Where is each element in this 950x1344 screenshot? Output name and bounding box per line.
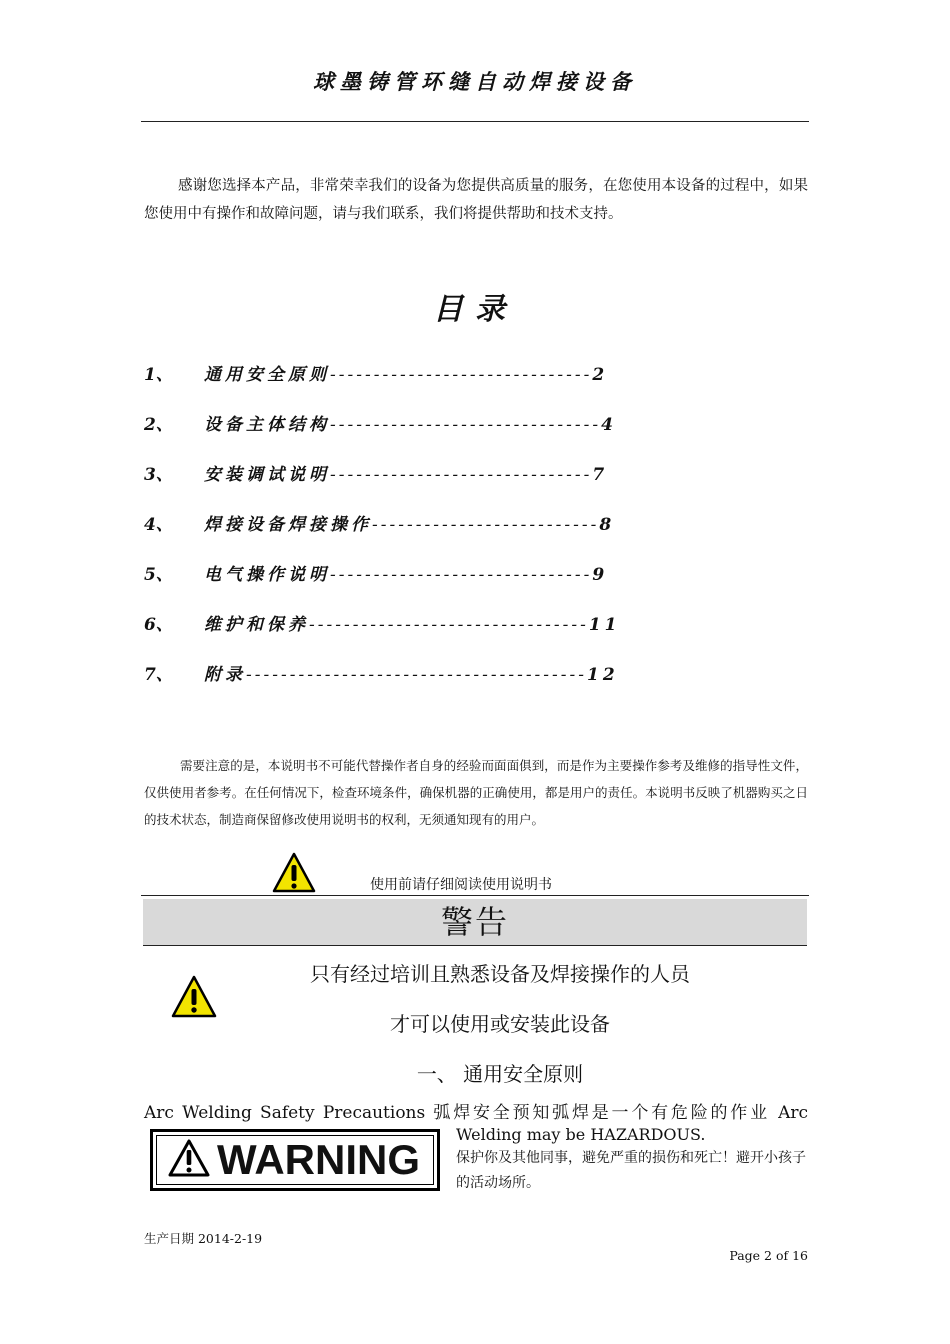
toc-item-label: 附录	[204, 665, 246, 685]
warning-top-rule	[141, 895, 809, 896]
toc-item-label: 安装调试说明	[204, 465, 330, 485]
warning-line-1: 只有经过培训且熟悉设备及焊接操作的人员	[310, 962, 690, 986]
toc-item-leader: --------------------------	[372, 515, 600, 535]
toc-item-entry	[204, 460, 608, 485]
toc-item-entry	[204, 510, 615, 535]
toc-item-label: 通用安全原则	[204, 365, 330, 385]
toc-item-leader: ------------------------------	[330, 465, 593, 485]
arc-safety-line: Arc Welding Safety Precautions 弧焊安全预知弧焊是一个有危险的作业 Arc	[144, 1103, 808, 1123]
footer-production-date: 生产日期 2014-2-19	[144, 1231, 263, 1246]
toc-item-leader: -------------------------------	[330, 415, 602, 435]
exclamation-triangle-icon	[167, 1138, 211, 1182]
toc-item-page: 12	[587, 665, 619, 685]
warning-badge	[150, 1129, 440, 1191]
toc-item-number: 5、	[144, 565, 173, 585]
toc-item-number: 3、	[144, 465, 173, 485]
toc-item-page: 7	[592, 465, 609, 485]
toc-item-number: 2、	[144, 415, 173, 435]
warning-line-2: 才可以使用或安装此设备	[390, 1012, 610, 1036]
toc-item-page: 4	[601, 415, 617, 435]
toc-item-leader: ------------------------------	[330, 365, 593, 385]
toc-item-leader: ------------------------------	[330, 565, 593, 585]
page-header-title: 球墨铸管环缝自动焊接设备	[313, 69, 637, 94]
toc-item-label: 焊接设备焊接操作	[204, 515, 372, 535]
toc-item-number: 6、	[144, 615, 173, 635]
toc-item-page: 2	[592, 365, 609, 385]
warning-description-cn: 保护你及其他同事，避免严重的损伤和死亡！避开小孩子的活动场所。	[456, 1150, 806, 1191]
caution-read-manual: 使用前请仔细阅读使用说明书	[370, 877, 552, 893]
toc-item-entry	[204, 610, 620, 635]
toc-item-number: 1、	[144, 365, 173, 385]
toc-item-label: 维护和保养	[204, 615, 309, 635]
caution-warning-icon	[272, 851, 316, 899]
toc-item-label: 电气操作说明	[204, 565, 330, 585]
footer-page-number: Page 2 of 16	[729, 1248, 808, 1263]
toc-item-page: 8	[599, 515, 616, 535]
toc-item-entry	[204, 560, 608, 585]
toc-item-entry	[204, 410, 617, 435]
warning-badge-label: WARNING	[217, 1136, 420, 1183]
toc-item-entry	[204, 360, 608, 385]
toc-item-number: 7、	[144, 665, 173, 685]
warning-description	[456, 1124, 808, 1196]
notice-paragraph: 需要注意的是，本说明书不可能代替操作者自身的经验而面面俱到，而是作为主要操作参考及维修的指导性文件，仅供使用者参考。在任何情况下，检查环境条件，确保机器的正确使用，都是用户的责任。本说明书反映了机器购买之日的技术状态，制造商保留修改使用说明书的权利，无须通知现有的用户。	[144, 758, 808, 827]
toc-item-page: 11	[588, 615, 621, 635]
toc-item-label: 设备主体结构	[204, 415, 330, 435]
toc-item-entry	[204, 660, 619, 685]
toc-item-page: 9	[592, 565, 609, 585]
warning-band: 警告	[143, 899, 807, 946]
header-rule	[141, 121, 809, 122]
section-title: 一、 通用安全原则	[416, 1062, 584, 1086]
toc-item-number: 4、	[144, 515, 173, 535]
intro-paragraph: 感谢您选择本产品，非常荣幸我们的设备为您提供高质量的服务，在您使用本设备的过程中，如果您使用中有操作和故障问题，请与我们联系，我们将提供帮助和技术支持。	[144, 178, 808, 222]
toc-item-leader: ---------------------------------------	[246, 665, 588, 685]
toc-item-leader: --------------------------------	[309, 615, 589, 635]
toc-title: 目录	[433, 292, 517, 327]
warning-description-en: Welding may be HAZARDOUS.	[456, 1125, 706, 1144]
